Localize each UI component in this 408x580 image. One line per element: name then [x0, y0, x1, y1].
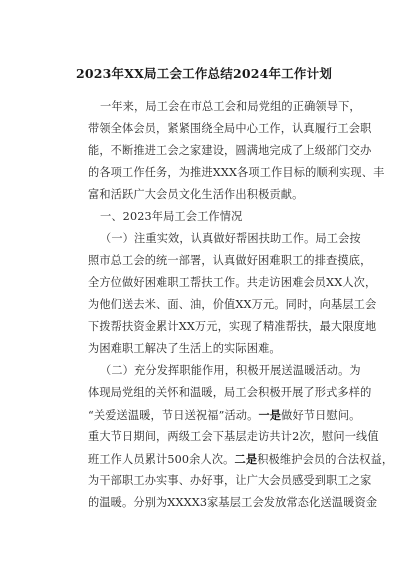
text-segment: 富和活跃广大会员文化生活作出积极贡献。	[88, 188, 304, 201]
text-segment: （二）充分发挥职能作用，积极开展送温暖活动。为	[100, 364, 361, 377]
text-line	[88, 448, 394, 470]
text-line	[88, 206, 342, 228]
text-segment: 为困难职工解决了生活上的实际困难。	[88, 342, 281, 355]
text-line	[88, 404, 361, 426]
text-line	[88, 316, 377, 338]
text-segment: 重大节日期间，两级工会下基层走访共计2次，慰问一线值	[88, 430, 379, 443]
text-segment: 带领全体会员，紧紧围绕全局中心工作，认真履行工会职	[88, 122, 372, 135]
text-segment: “关爱送温暖，节日送祝福”活动。	[88, 409, 259, 422]
text-line	[88, 118, 372, 140]
text-line	[88, 250, 372, 272]
bold-text-segment: 二是	[234, 452, 258, 466]
text-segment: 积极维护会员的合法权益，	[257, 453, 394, 466]
text-line	[88, 492, 378, 514]
document-title: 2023年XX局工会工作总结2024年工作计划	[75, 66, 333, 81]
text-segment: 能，不断推进工会之家建设，圆满地完成了上级部门交办	[88, 144, 372, 157]
text-segment: 一年来，局工会在市总工会和局党组的正确领导下，	[100, 100, 361, 113]
text-segment: 班工作人员累计500余人次。	[88, 453, 235, 466]
text-line	[88, 382, 372, 404]
bold-text-segment: 一是	[258, 408, 282, 422]
text-line	[88, 162, 385, 184]
text-line	[88, 272, 377, 294]
text-segment: 的温暖。分别为XXXX3家基层工会发放常态化送温暖资金	[88, 496, 378, 509]
text-segment: （一）注重实效，认真做好帮困扶助工作。局工会按	[100, 232, 361, 245]
text-line	[88, 140, 372, 162]
text-line	[88, 360, 361, 382]
text-segment: 照市总工会的统一部署，认真做好困难职工的排查摸底，	[88, 254, 372, 267]
text-segment: 体现局党组的关怀和温暖，局工会积极开展了形式多样的	[88, 386, 372, 399]
text-segment: 全方位做好困难职工帮扶工作。共走访困难会员XX人次，	[88, 276, 377, 289]
text-line	[88, 228, 361, 250]
text-line	[88, 184, 342, 206]
document-body	[88, 96, 394, 514]
text-segment: 的各项工作任务，为推进XXX各项工作目标的顺利实现、丰	[88, 166, 385, 179]
text-line	[88, 338, 342, 360]
text-line	[88, 96, 361, 118]
text-segment: 为干部职工办实事、办好事，让广大会员感受到职工之家	[88, 474, 372, 487]
text-segment: 为他们送去米、面、油，价值XX万元。同时，向基层工会	[88, 298, 377, 311]
text-line	[88, 470, 372, 492]
text-segment: 一、2023年局工会工作情况	[100, 210, 243, 223]
text-segment: 下拨帮扶资金累计XX万元，实现了精准帮扶，最大限度地	[88, 320, 377, 333]
text-segment: 做好节日慰问。	[281, 409, 361, 422]
text-line	[88, 294, 377, 316]
text-line	[88, 426, 379, 448]
